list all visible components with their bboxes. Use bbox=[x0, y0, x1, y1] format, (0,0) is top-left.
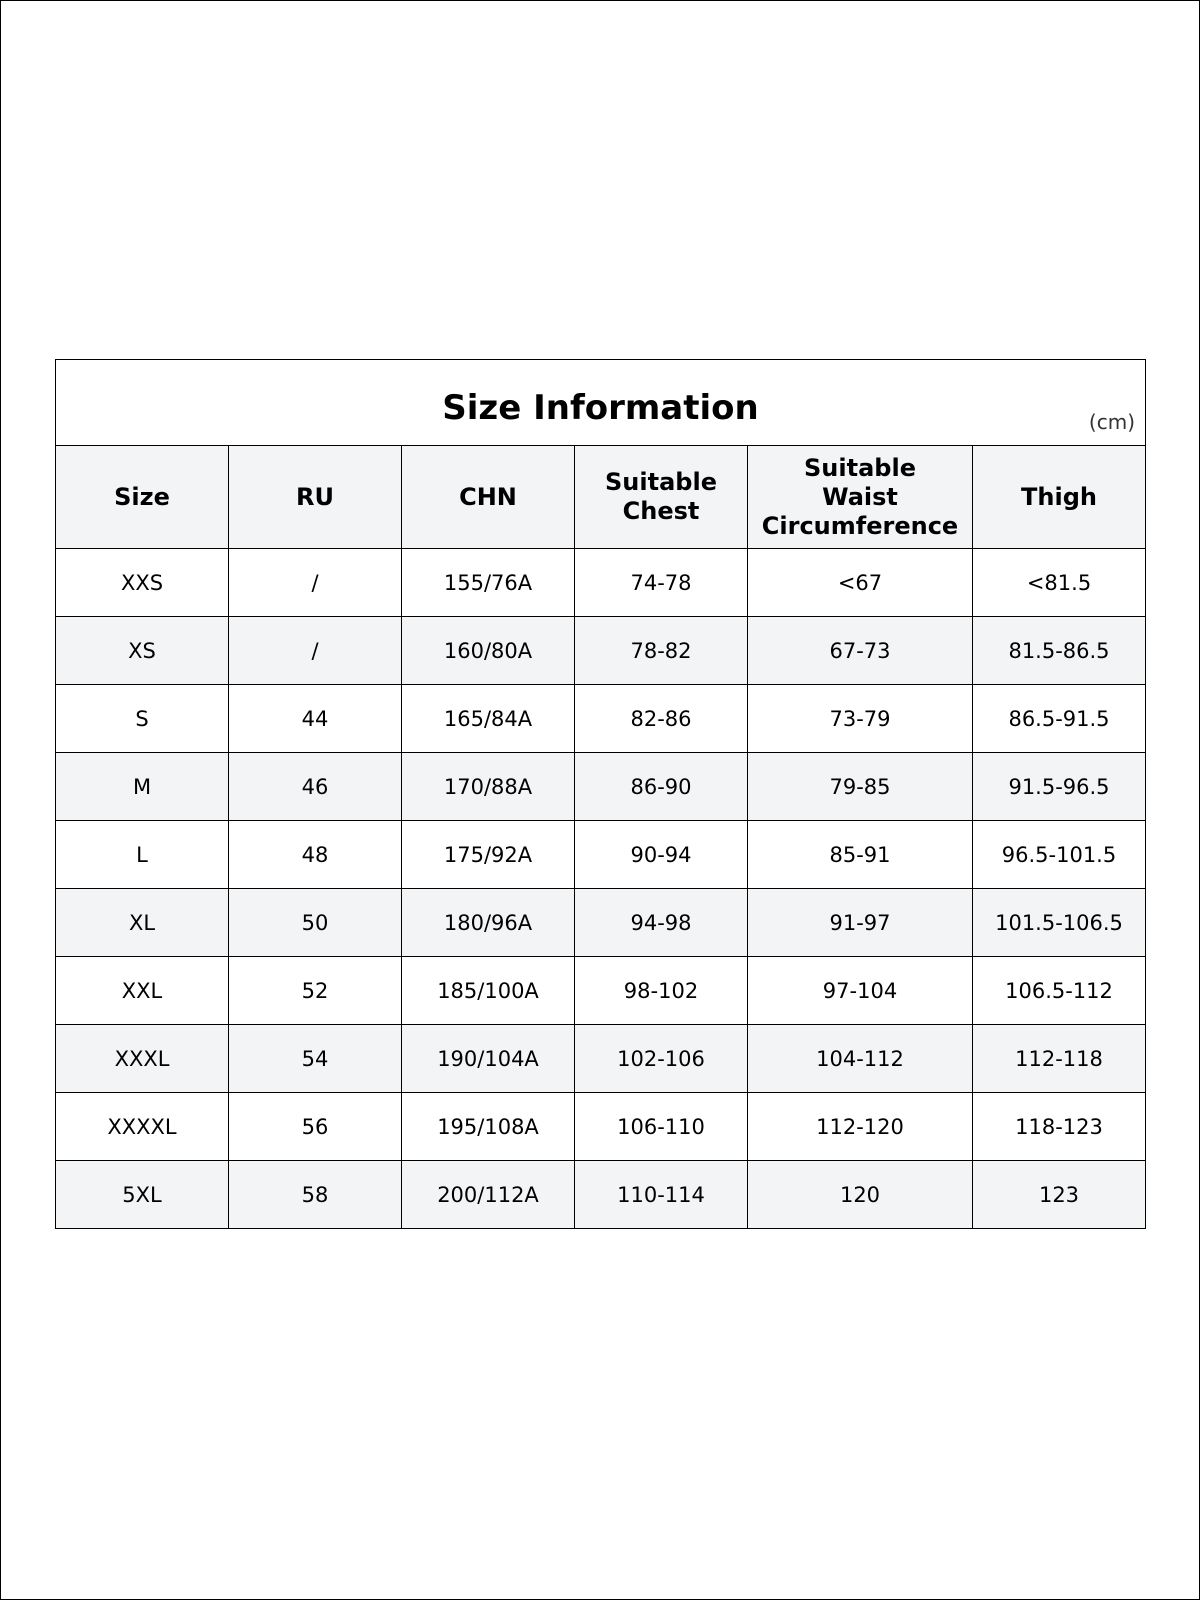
table-cell-thigh: 86.5-91.5 bbox=[973, 685, 1146, 753]
table-cell-suitable-chest: 106-110 bbox=[575, 1093, 748, 1161]
table-cell-thigh: 96.5-101.5 bbox=[973, 821, 1146, 889]
table-cell-suitable-chest: 82-86 bbox=[575, 685, 748, 753]
table-cell-thigh: 118-123 bbox=[973, 1093, 1146, 1161]
table-cell-suitable-chest: 74-78 bbox=[575, 549, 748, 617]
table-cell-thigh: 91.5-96.5 bbox=[973, 753, 1146, 821]
table-cell-suitable-waist-circumference: 120 bbox=[748, 1161, 973, 1229]
size-table bbox=[55, 359, 1146, 1229]
table-row bbox=[56, 1025, 1146, 1093]
table-cell-chn: 195/108A bbox=[402, 1093, 575, 1161]
table-row bbox=[56, 617, 1146, 685]
table-cell-suitable-waist-circumference: 85-91 bbox=[748, 821, 973, 889]
column-header-line: RU bbox=[296, 482, 334, 511]
table-cell-chn: 165/84A bbox=[402, 685, 575, 753]
table-row bbox=[56, 957, 1146, 1025]
column-header-line: Chest bbox=[622, 497, 700, 525]
table-cell-size: XXL bbox=[56, 957, 229, 1025]
table-cell-ru: / bbox=[229, 549, 402, 617]
table-cell-suitable-chest: 90-94 bbox=[575, 821, 748, 889]
table-cell-size: 5XL bbox=[56, 1161, 229, 1229]
table-cell-ru: 46 bbox=[229, 753, 402, 821]
column-header-line: CHN bbox=[459, 482, 517, 511]
column-header-line: Suitable bbox=[804, 453, 916, 482]
column-header-line: Size bbox=[114, 482, 170, 511]
table-cell-suitable-waist-circumference: 104-112 bbox=[748, 1025, 973, 1093]
table-cell-thigh: 106.5-112 bbox=[973, 957, 1146, 1025]
table-cell-chn: 170/88A bbox=[402, 753, 575, 821]
table-row bbox=[56, 549, 1146, 617]
table-cell-chn: 180/96A bbox=[402, 889, 575, 957]
table-cell-size: L bbox=[56, 821, 229, 889]
table-cell-size: XXXL bbox=[56, 1025, 229, 1093]
table-cell-ru: 58 bbox=[229, 1161, 402, 1229]
table-cell-ru: 44 bbox=[229, 685, 402, 753]
table-cell-suitable-chest: 98-102 bbox=[575, 957, 748, 1025]
column-header-suitable-waist-circumference bbox=[748, 446, 973, 549]
table-cell-size: XS bbox=[56, 617, 229, 685]
table-cell-suitable-waist-circumference: 73-79 bbox=[748, 685, 973, 753]
table-row bbox=[56, 889, 1146, 957]
table-cell-suitable-waist-circumference: 97-104 bbox=[748, 957, 973, 1025]
table-cell-chn: 175/92A bbox=[402, 821, 575, 889]
table-row bbox=[56, 753, 1146, 821]
table-cell-suitable-waist-circumference: 67-73 bbox=[748, 617, 973, 685]
table-cell-thigh: 112-118 bbox=[973, 1025, 1146, 1093]
column-header-line: Suitable bbox=[605, 468, 717, 496]
table-cell-size: XXS bbox=[56, 549, 229, 617]
unit-label: (cm) bbox=[1088, 410, 1136, 434]
table-cell-chn: 190/104A bbox=[402, 1025, 575, 1093]
column-header-size bbox=[56, 446, 229, 549]
table-cell-suitable-chest: 102-106 bbox=[575, 1025, 748, 1093]
column-header-ru bbox=[229, 446, 402, 549]
table-row bbox=[56, 1161, 1146, 1229]
table-cell-suitable-waist-circumference: 112-120 bbox=[748, 1093, 973, 1161]
table-cell-size: XXXXL bbox=[56, 1093, 229, 1161]
column-header-line: Circumference bbox=[761, 511, 959, 540]
table-cell-suitable-chest: 94-98 bbox=[575, 889, 748, 957]
table-cell-size: M bbox=[56, 753, 229, 821]
table-title: Size Information bbox=[442, 387, 759, 428]
table-cell-suitable-chest: 86-90 bbox=[575, 753, 748, 821]
size-chart bbox=[55, 359, 1145, 1229]
table-cell-chn: 200/112A bbox=[402, 1161, 575, 1229]
table-row bbox=[56, 821, 1146, 889]
table-cell-chn: 185/100A bbox=[402, 957, 575, 1025]
table-row bbox=[56, 1093, 1146, 1161]
table-cell-suitable-waist-circumference: <67 bbox=[748, 549, 973, 617]
table-cell-size: XL bbox=[56, 889, 229, 957]
column-header-thigh bbox=[973, 446, 1146, 549]
table-cell-ru: 56 bbox=[229, 1093, 402, 1161]
table-cell-ru: / bbox=[229, 617, 402, 685]
table-cell-thigh: 101.5-106.5 bbox=[973, 889, 1146, 957]
table-cell-suitable-waist-circumference: 91-97 bbox=[748, 889, 973, 957]
column-header-chn bbox=[402, 446, 575, 549]
table-cell-ru: 52 bbox=[229, 957, 402, 1025]
table-cell-thigh: <81.5 bbox=[973, 549, 1146, 617]
header-row bbox=[56, 446, 1146, 549]
table-cell-chn: 160/80A bbox=[402, 617, 575, 685]
table-cell-ru: 50 bbox=[229, 889, 402, 957]
title-cell bbox=[56, 360, 1146, 446]
table-cell-suitable-chest: 110-114 bbox=[575, 1161, 748, 1229]
title-row bbox=[56, 360, 1146, 446]
table-cell-suitable-waist-circumference: 79-85 bbox=[748, 753, 973, 821]
table-cell-ru: 48 bbox=[229, 821, 402, 889]
table-cell-ru: 54 bbox=[229, 1025, 402, 1093]
table-cell-suitable-chest: 78-82 bbox=[575, 617, 748, 685]
table-cell-thigh: 81.5-86.5 bbox=[973, 617, 1146, 685]
table-cell-thigh: 123 bbox=[973, 1161, 1146, 1229]
column-header-line: Waist bbox=[822, 482, 898, 511]
column-header-suitable-chest bbox=[575, 446, 748, 549]
table-row bbox=[56, 685, 1146, 753]
column-header-line: Thigh bbox=[1021, 482, 1097, 511]
table-cell-size: S bbox=[56, 685, 229, 753]
table-cell-chn: 155/76A bbox=[402, 549, 575, 617]
